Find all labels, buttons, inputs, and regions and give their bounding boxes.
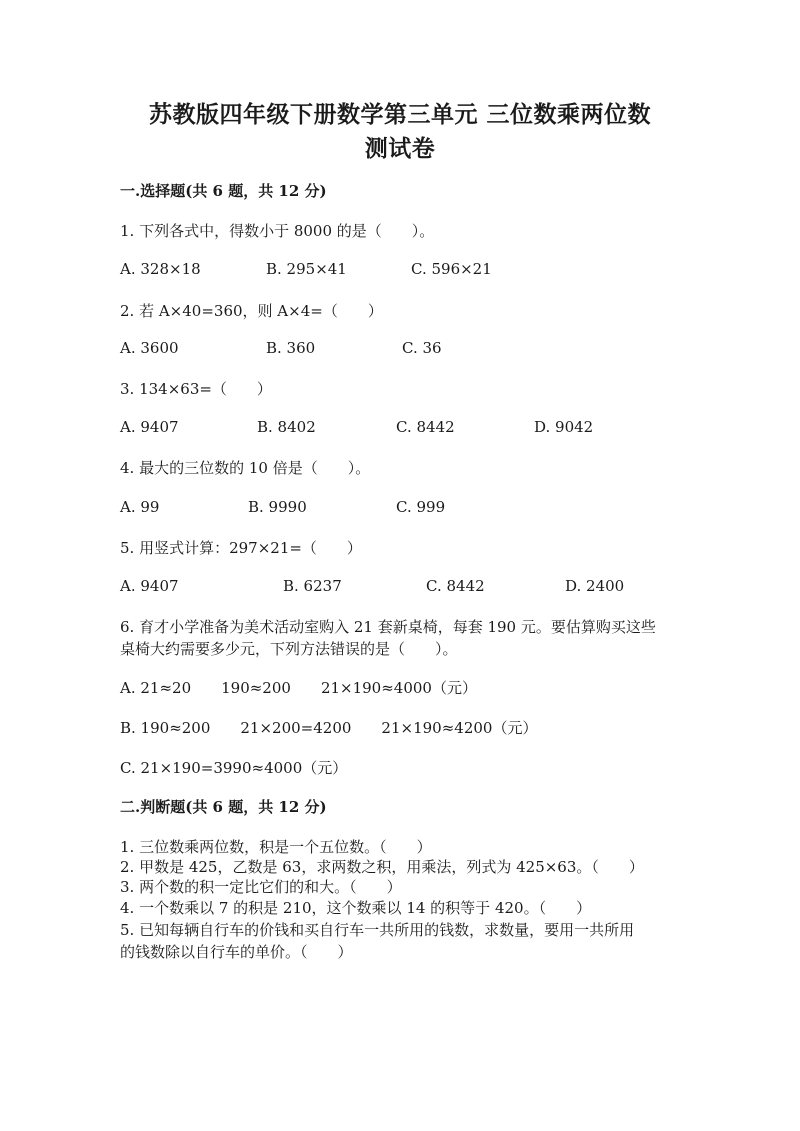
page-title-continued: 测试卷 bbox=[364, 135, 436, 162]
judgement-item-2: 2. 甲数是 425，乙数是 63，求两数之积，用乘法，列式为 425×63。（ ） bbox=[120, 858, 644, 876]
question-3-option-c: C. 8442 bbox=[396, 418, 455, 436]
section-heading-choice: 一.选择题(共 6 题，共 12 分) bbox=[120, 182, 327, 200]
question-3-stem: 3. 134×63=（ ） bbox=[120, 380, 272, 398]
question-6-stem: 6. 育才小学准备为美术活动室购入 21 套新桌椅，每套 190 元。要估算购买这些 bbox=[120, 618, 656, 636]
judgement-item-5-continued: 的钱数除以自行车的单价。（ ） bbox=[120, 943, 353, 961]
question-5-option-d: D. 2400 bbox=[565, 577, 625, 595]
judgement-item-1: 1. 三位数乘两位数，积是一个五位数。（ ） bbox=[120, 838, 432, 856]
page-title: 苏教版四年级下册数学第三单元 三位数乘两位数 bbox=[148, 101, 651, 128]
section-heading-judgement: 二.判断题(共 6 题，共 12 分) bbox=[120, 798, 327, 816]
question-1-option-a: A. 328×18 bbox=[120, 260, 201, 278]
question-4-option-b: B. 9990 bbox=[248, 498, 307, 516]
judgement-item-4: 4. 一个数乘以 7 的积是 210，这个数乘以 14 的积等于 420。（ ） bbox=[120, 899, 592, 917]
question-2-option-a: A. 3600 bbox=[120, 339, 179, 357]
judgement-item-3: 3. 两个数的积一定比它们的和大。（ ） bbox=[120, 878, 402, 896]
judgement-item-5: 5. 已知每辆自行车的价钱和买自行车一共所用的钱数，求数量，要用一共所用 bbox=[120, 921, 635, 939]
question-4-stem: 4. 最大的三位数的 10 倍是（ ）。 bbox=[120, 459, 371, 477]
question-5-option-c: C. 8442 bbox=[426, 577, 485, 595]
question-1-option-c: C. 596×21 bbox=[411, 260, 492, 278]
question-5-stem: 5. 用竖式计算：297×21=（ ） bbox=[120, 539, 362, 557]
question-2-option-b: B. 360 bbox=[266, 339, 316, 357]
question-5-option-b: B. 6237 bbox=[283, 577, 342, 595]
question-3-option-b: B. 8402 bbox=[257, 418, 316, 436]
question-6-option-c: C. 21×190=3990≈4000（元） bbox=[120, 759, 348, 777]
question-4-option-a: A. 99 bbox=[120, 498, 160, 516]
question-6-option-b: B. 190≈200 21×200=4200 21×190≈4200（元） bbox=[120, 719, 538, 737]
question-6-option-a: A. 21≈20 190≈200 21×190≈4000（元） bbox=[120, 679, 477, 697]
question-5-option-a: A. 9407 bbox=[120, 577, 179, 595]
question-1-option-b: B. 295×41 bbox=[266, 260, 347, 278]
question-6-stem-continued: 桌椅大约需要多少元，下列方法错误的是（ ）。 bbox=[120, 640, 458, 658]
question-1-stem: 1. 下列各式中，得数小于 8000 的是（ ）。 bbox=[120, 222, 435, 240]
question-3-option-a: A. 9407 bbox=[120, 418, 179, 436]
question-2-stem: 2. 若 A×40=360，则 A×4=（ ） bbox=[120, 302, 383, 320]
question-2-option-c: C. 36 bbox=[402, 339, 442, 357]
question-3-option-d: D. 9042 bbox=[534, 418, 594, 436]
question-4-option-c: C. 999 bbox=[396, 498, 446, 516]
